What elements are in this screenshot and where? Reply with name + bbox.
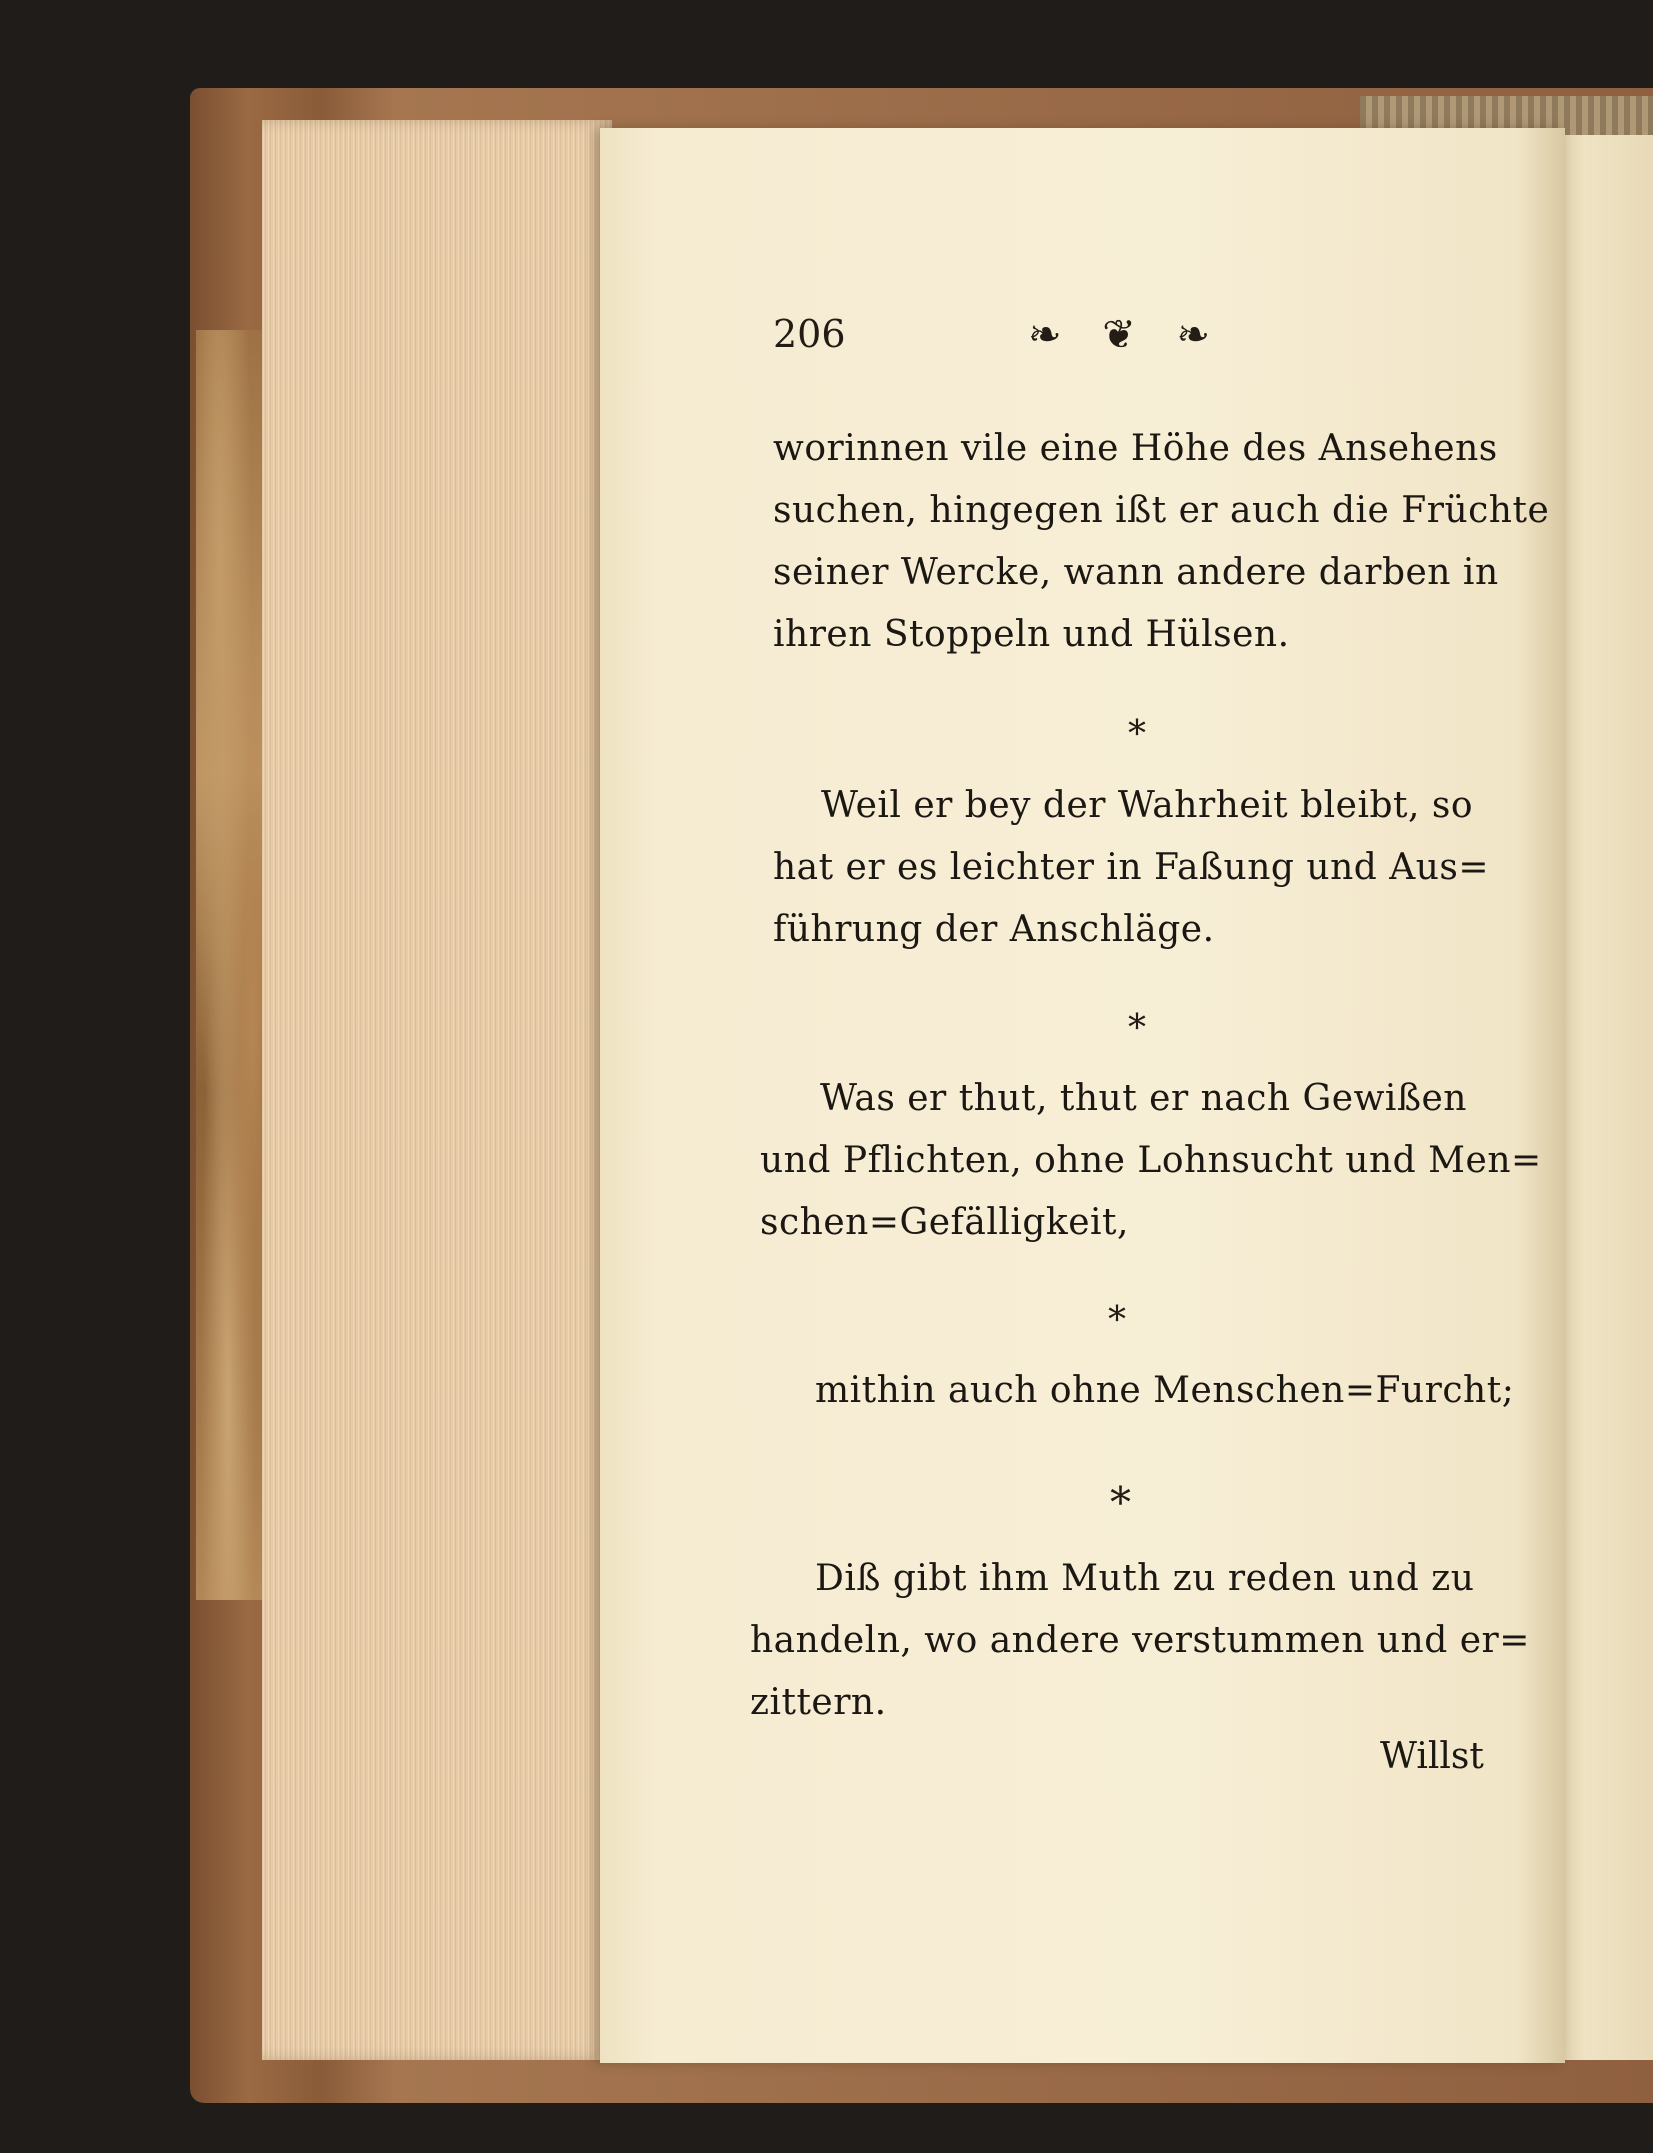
text-line: handeln, wo andere verstummen und er= bbox=[750, 1620, 1530, 1661]
header-ornament: ❧ ❦ ❧ bbox=[1028, 312, 1224, 358]
facing-page-edge bbox=[1555, 135, 1653, 2060]
text-line: Was er thut, thut er nach Gewißen bbox=[820, 1078, 1467, 1119]
text-line: zittern. bbox=[750, 1682, 887, 1723]
text-line: führung der Anschläge. bbox=[773, 909, 1215, 950]
text-line: worinnen vile eine Höhe des Ansehens bbox=[773, 428, 1498, 469]
section-separator: * bbox=[1108, 1300, 1126, 1341]
section-separator: * bbox=[1128, 714, 1146, 755]
text-line: mithin auch ohne Menschen=Furcht; bbox=[815, 1370, 1515, 1411]
catchword: Willst bbox=[1380, 1736, 1484, 1777]
page-number: 206 bbox=[773, 312, 846, 356]
text-line: seiner Wercke, wann andere darben in bbox=[773, 552, 1499, 593]
text-line: suchen, hingegen ißt er auch die Früchte bbox=[773, 490, 1550, 531]
text-line: Diß gibt ihm Muth zu reden und zu bbox=[815, 1558, 1475, 1599]
page-header bbox=[773, 312, 1513, 366]
text-line: schen=Gefälligkeit, bbox=[760, 1202, 1129, 1243]
text-line: und Pflichten, ohne Lohnsucht und Men= bbox=[760, 1140, 1542, 1181]
text-line: Weil er bey der Wahrheit bleibt, so bbox=[821, 785, 1473, 826]
text-line: ihren Stoppeln und Hülsen. bbox=[773, 614, 1290, 655]
section-separator: * bbox=[1128, 1008, 1146, 1049]
section-separator: * bbox=[1110, 1478, 1131, 1527]
page-block-edge bbox=[262, 120, 612, 2060]
text-line: hat er es leichter in Faßung und Aus= bbox=[773, 847, 1490, 888]
